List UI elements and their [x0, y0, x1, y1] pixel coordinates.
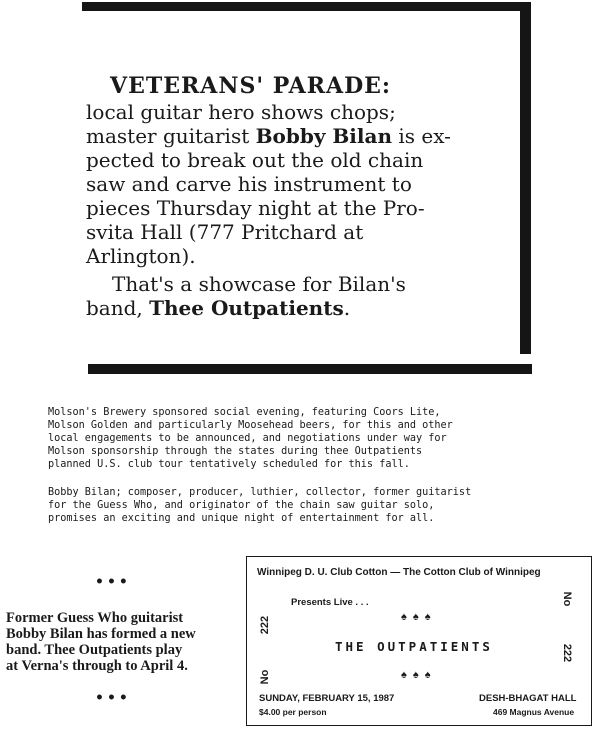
typewritten-line: Bobby Bilan; composer, producer, luthier, collector, former guitarist — [48, 487, 472, 498]
clipping-heading: VETERANS' PARADE: — [110, 73, 392, 99]
typewritten-paragraph-2 — [48, 486, 578, 525]
clipping-line: saw and carve his instrument to — [86, 172, 412, 196]
ticket-price: $4.00 per person — [259, 707, 327, 717]
clipping-line: local guitar hero shows chops; — [86, 100, 396, 124]
separator-dots: ••• — [95, 690, 131, 706]
artist-name: Bobby Bilan — [255, 124, 393, 148]
spade-icon: ♠♠♠ — [401, 669, 437, 681]
news-brief-line: Former Guess Who guitarist — [6, 610, 184, 626]
clipping-text: is ex- — [392, 124, 451, 148]
typewritten-line: promises an exciting and unique night of entertainment for all. — [48, 513, 435, 524]
typewritten-line: planned U.S. club tour tentatively scheduled for this fall. — [48, 459, 410, 470]
ticket-venue: DESH-BHAGAT HALL — [479, 693, 577, 704]
clipping-line: Arlington). — [86, 244, 196, 268]
band-name: Thee Outpatients — [149, 296, 344, 320]
news-brief-line: band. Thee Outpatients play — [6, 642, 183, 658]
news-brief-line: Bobby Bilan has formed a new — [6, 626, 196, 642]
ticket-presents: Presents Live . . . — [291, 597, 369, 608]
clipping-line: svita Hall (777 Pritchard at — [86, 220, 364, 244]
clipping-text: band, — [86, 296, 150, 320]
typewritten-line: for the Guess Who, and originator of the chain saw guitar solo, — [48, 500, 435, 511]
typewritten-line: Molson sponsorship through the states during thee Outpatients — [48, 446, 423, 457]
clipping-line — [86, 296, 518, 320]
clipping-bottom-border — [88, 364, 532, 374]
typewritten-line: Molson Golden and particularly Moosehead beers, for this and other — [48, 420, 453, 431]
ticket-number: 222 — [561, 643, 573, 663]
ticket-address: 469 Magnus Avenue — [493, 707, 575, 717]
news-brief-line: at Verna's through to April 4. — [6, 658, 188, 674]
clipping-body — [86, 100, 518, 320]
spade-icon: ♠♠♠ — [401, 611, 437, 623]
separator-dots: ••• — [95, 574, 131, 590]
ticket-header: Winnipeg D. U. Club Cotton — The Cotton Club of Winnipeg — [257, 567, 541, 578]
clipping-line: That's a showcase for Bilan's — [112, 272, 406, 296]
clipping-line: pieces Thursday night at the Pro- — [86, 196, 425, 220]
clipping-text: master guitarist — [86, 124, 256, 148]
ticket-number-prefix: No — [561, 591, 573, 607]
clipping-right-border — [520, 2, 531, 354]
news-brief — [6, 610, 236, 674]
clipping-line — [86, 124, 518, 148]
ticket-number-prefix: No — [259, 669, 271, 685]
typewritten-line: local engagements to be announced, and negotiations under way for — [48, 433, 447, 444]
clipping-text: . — [343, 296, 351, 320]
ticket-date: SUNDAY, FEBRUARY 15, 1987 — [259, 693, 395, 704]
concert-ticket — [246, 556, 592, 726]
ticket-number: 222 — [259, 615, 271, 635]
newspaper-clipping — [86, 72, 518, 320]
clipping-line: pected to break out the old chain — [86, 148, 424, 172]
typewritten-line: Molson's Brewery sponsored social evening, featuring Coors Lite, — [48, 407, 441, 418]
ticket-band-name: THE OUTPATIENTS — [335, 639, 493, 654]
typewritten-paragraph-1 — [48, 406, 578, 471]
clipping-top-border — [82, 2, 530, 11]
